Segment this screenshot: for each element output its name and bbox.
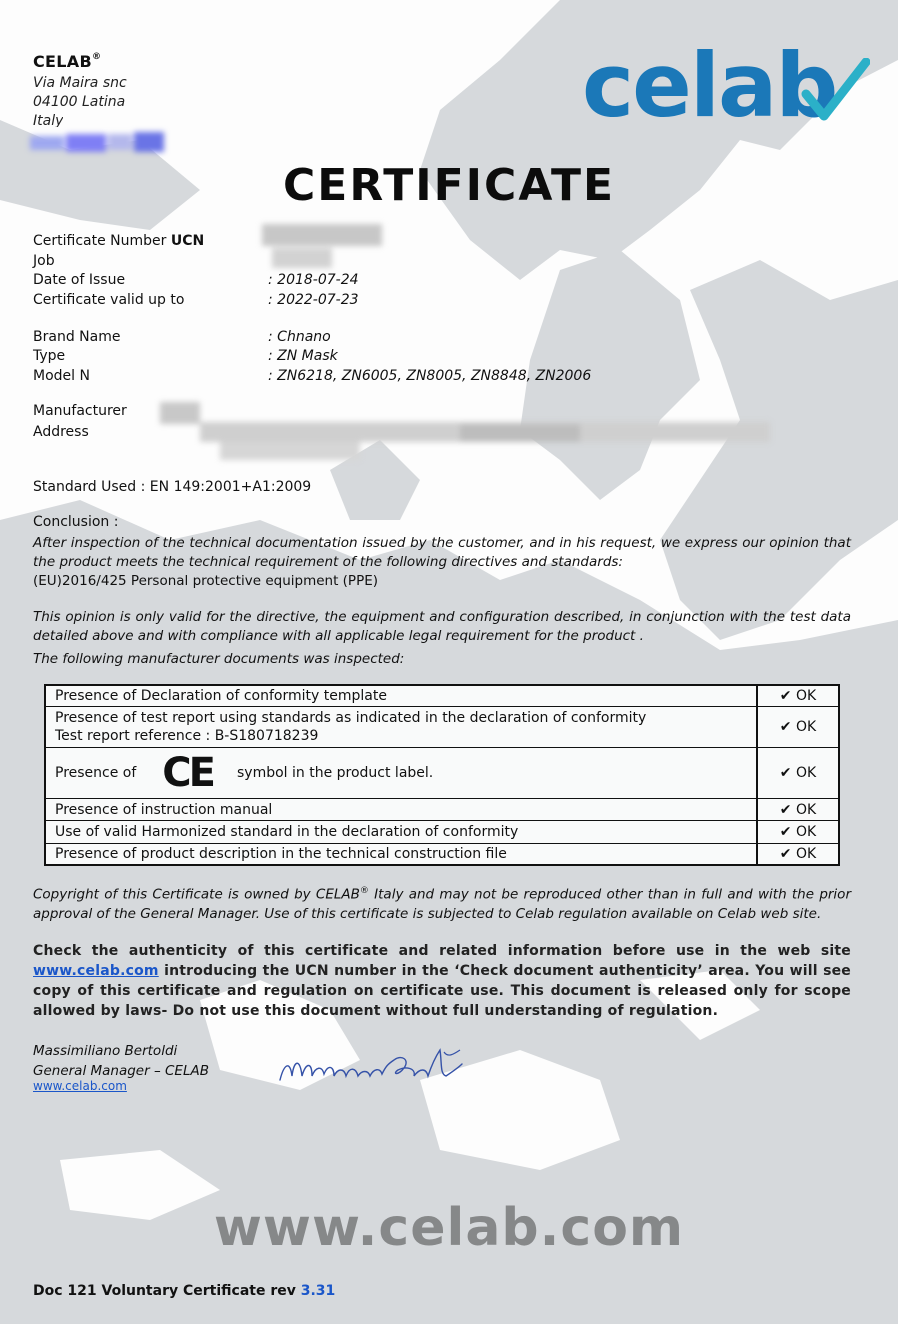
valid-until-label: Certificate valid up to (33, 292, 185, 308)
directive-line: (EU)2016/425 Personal protective equipment (PPE) (33, 573, 379, 589)
redacted-block (30, 130, 166, 154)
checklist-status: ✔ OK (779, 824, 817, 840)
ce-mark-icon: CE (162, 750, 213, 796)
handwritten-signature (276, 1046, 482, 1092)
manufacturer-label: Manufacturer (33, 403, 127, 419)
brand-label: Brand Name (33, 329, 121, 345)
checklist-row (46, 844, 838, 864)
signatory-name: Massimiliano Bertoldi (33, 1043, 178, 1059)
issuer-address-line2: 04100 Latina (33, 94, 126, 110)
model-value: : ZN6218, ZN6005, ZN8005, ZN8848, ZN2006 (268, 368, 592, 384)
inspection-checklist (44, 684, 840, 866)
cert-number-label: Certificate Number UCN (33, 233, 205, 249)
standard-value: : EN 149:2001+A1:2009 (140, 479, 312, 495)
ucn-code: UCN (170, 233, 205, 249)
checklist-item-text (46, 707, 758, 747)
website-watermark: www.celab.com (213, 1198, 685, 1258)
address-label: Address (33, 424, 89, 440)
checklist-status: ✔ OK (779, 846, 817, 862)
checklist-item-line1: Presence of test report using standards as indicated in the declaration of conformity (55, 710, 647, 726)
checklist-status: ✔ OK (779, 801, 817, 818)
checklist-item-text: Presence of product description in the technical construction file (46, 844, 758, 864)
checklist-row (46, 821, 838, 844)
checklist-row (46, 748, 838, 799)
type-value: : ZN Mask (268, 348, 338, 364)
checklist-status: ✔ OK (779, 765, 817, 781)
revision-number: 3.31 (300, 1283, 336, 1299)
certificate-title: CERTIFICATE (282, 160, 616, 211)
checklist-item-text (46, 748, 758, 798)
standard-label: Standard Used (33, 479, 137, 495)
brand-value: : Chnano (268, 329, 331, 345)
checklist-item-text: Presence of Declaration of conformity template (46, 686, 758, 706)
checklist-item-line1: Presence of (55, 765, 137, 781)
registered-mark: ® (359, 886, 369, 896)
model-label: Model N (33, 368, 90, 384)
celab-logo (582, 34, 837, 137)
conclusion-heading: Conclusion : (33, 514, 119, 530)
logo-check-icon (800, 58, 870, 128)
redacted-manufacturer (160, 398, 770, 464)
issuer-address-line3: Italy (33, 113, 64, 127)
signatory-website-link[interactable]: www.celab.com (33, 1079, 127, 1093)
standard-used (33, 479, 311, 495)
celab-website-link[interactable]: www.celab.com (33, 963, 159, 979)
checklist-row (46, 686, 838, 707)
issuer-address-line1: Via Maira snc (33, 75, 127, 91)
signatory-title: General Manager – CELAB (33, 1063, 209, 1079)
conclusion-paragraph: After inspection of the technical documentation issued by the customer, and in his request, we express our opinion that the product meets the technical requirement of the following directives and standards: (33, 535, 851, 570)
authenticity-paragraph: Check the authenticity of this certificate and related information before use in the web site www.celab.com introducing the UCN number in the ‘Check document authenticity’ area. You will see copy of this certificate and regulation on certificate use. This document is released only for scope allowed by laws- Do not use this document without full understanding of regulation. (33, 943, 851, 1019)
issuer-name-text: CELAB (33, 52, 92, 71)
redacted-cert-number (262, 224, 382, 270)
opinion-paragraph: This opinion is only valid for the directive, the equipment and configuration described, in conjunction with the test data detailed above and with compliance with all applicable legal requirement for the product . (33, 609, 851, 644)
issue-date-value: : 2018-07-24 (268, 272, 359, 288)
checklist-row (46, 707, 838, 748)
documents-inspected-line: The following manufacturer documents was inspected: (33, 651, 405, 667)
registered-mark: ® (91, 51, 102, 62)
copyright-paragraph: Copyright of this Certificate is owned by CELAB® Italy and may not be reproduced other than in full and with the prior approval of the General Manager. Use of this certificate is subjected to Celab regulation available on Celab web site. (33, 886, 851, 922)
footer-doc-reference: Doc 121 Voluntary Certificate rev 3.31 (33, 1283, 336, 1299)
logo-text: celab (582, 34, 837, 137)
checklist-row (46, 799, 838, 821)
issuer-name (33, 52, 101, 71)
checklist-item-text: Use of valid Harmonized standard in the declaration of conformity (46, 821, 758, 843)
checklist-status: ✔ OK (779, 688, 817, 704)
checklist-item-line2: symbol in the product label. (236, 765, 434, 781)
type-label: Type (33, 348, 66, 364)
valid-until-value: : 2022-07-23 (268, 292, 359, 308)
checklist-status: ✔ OK (779, 719, 817, 735)
job-label: Job (33, 253, 55, 269)
checklist-item-text: Presence of instruction manual (46, 799, 758, 820)
test-report-reference: Test report reference : B-S180718239 (55, 728, 319, 744)
issue-date-label: Date of Issue (33, 272, 126, 288)
